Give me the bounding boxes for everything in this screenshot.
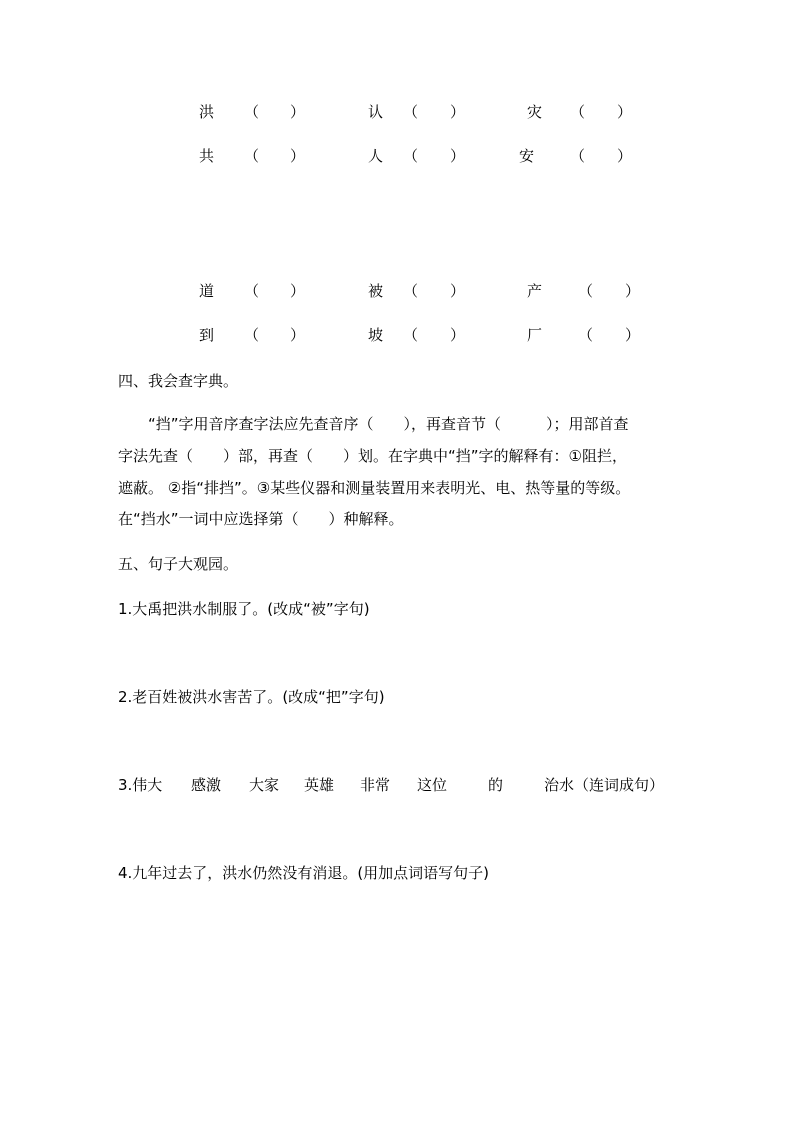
grid-paren-open: （ [403,147,419,165]
paragraph-line: 在“挡水”一词中应选择第（ ）种解释。 [118,510,404,528]
grid-paren-close: ） [290,282,306,300]
grid-char: 认 [368,103,384,121]
grid-char: 厂 [527,326,543,344]
question-2: 2.老百姓被洪水害苦了。(改成“把”字句) [118,688,385,706]
grid-char: 共 [199,147,215,165]
grid-char: 灾 [527,103,543,121]
grid-paren-open: （ [570,147,586,165]
grid-paren-open: （ [244,326,260,344]
grid-paren-close: ） [625,326,641,344]
grid-char: 坡 [368,326,384,344]
question-4: 4.九年过去了，洪水仍然没有消退。(用加点词语写句子) [118,864,490,882]
grid-char: 被 [368,282,384,300]
paragraph-line: 遮蔽。 ②指“排挡”。③某些仪器和测量装置用来表明光、电、热等量的等级。 [118,479,631,497]
word-tile: 3.伟大 [118,776,163,794]
grid-paren-close: ） [450,282,466,300]
word-tile: 大家 [249,776,280,794]
grid-paren-open: （ [578,282,594,300]
grid-paren-open: （ [578,326,594,344]
grid-paren-close: ） [450,326,466,344]
paragraph-line: “挡”字用音序查字法应先查音序（ ），再查音节（ ）；用部首查 [148,415,629,433]
grid-paren-open: （ [403,326,419,344]
grid-paren-close: ） [290,103,306,121]
grid-paren-open: （ [244,147,260,165]
question-1: 1.大禹把洪水制服了。(改成“被”字句) [118,600,370,618]
grid-paren-close: ） [617,103,633,121]
word-tile: 英雄 [304,776,335,794]
grid-paren-close: ） [290,326,306,344]
word-tile: 的 [488,776,504,794]
grid-char: 到 [199,326,215,344]
grid-paren-close: ） [290,147,306,165]
grid-paren-close: ） [450,103,466,121]
word-tile: 感激 [191,776,222,794]
section-heading: 四、我会查字典。 [118,372,239,390]
grid-char: 道 [199,282,215,300]
grid-paren-close: ） [450,147,466,165]
grid-paren-open: （ [244,103,260,121]
grid-paren-open: （ [244,282,260,300]
grid-char: 产 [527,282,543,300]
grid-paren-close: ） [617,147,633,165]
grid-paren-open: （ [570,103,586,121]
section-heading: 五、句子大观园。 [118,555,239,573]
word-tile: 这位 [417,776,448,794]
word-tile: 非常 [360,776,391,794]
paragraph-line: 字法先查（ ）部，再查（ ）划。在字典中“挡”字的解释有：①阻拦， [118,447,627,465]
grid-paren-open: （ [403,282,419,300]
grid-char: 洪 [199,103,215,121]
grid-paren-close: ） [625,282,641,300]
grid-char: 人 [368,147,384,165]
grid-paren-open: （ [403,103,419,121]
word-tile: 治水（连词成句） [544,776,665,794]
grid-char: 安 [519,147,535,165]
